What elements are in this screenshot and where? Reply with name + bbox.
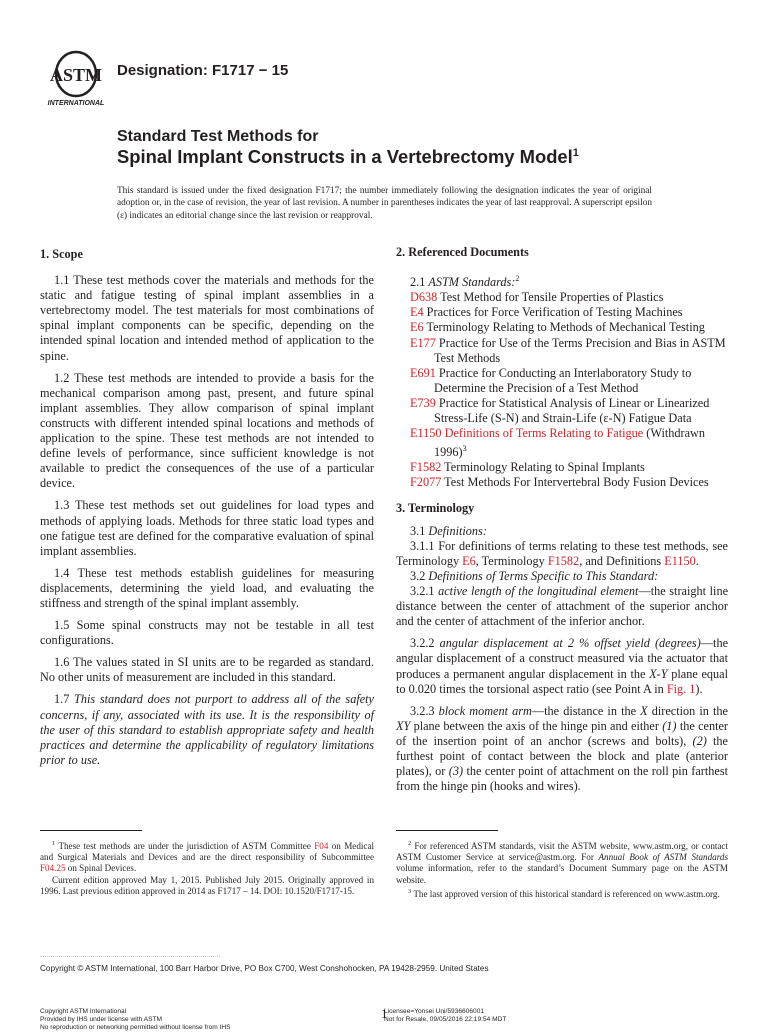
text: The last approved version of this historical standard is referenced on www.astm.org. xyxy=(411,888,720,899)
ref-item-e691 xyxy=(410,366,728,396)
text: (2) xyxy=(692,733,707,748)
ref-item-d638 xyxy=(410,290,728,305)
ref-code-link[interactable]: E691 xyxy=(410,365,436,380)
license-line: Provided by IHS under license with ASTM xyxy=(40,1016,163,1024)
text: —the distance in the xyxy=(531,703,641,718)
logo-subtext: INTERNATIONAL xyxy=(47,100,105,107)
text: , Terminology xyxy=(475,553,548,568)
license-line: Copyright ASTM International xyxy=(40,1008,127,1015)
ref-code-link[interactable]: E4 xyxy=(410,305,424,320)
ref-item-e177 xyxy=(410,336,728,366)
term: block moment arm xyxy=(438,703,532,718)
ref-code-link[interactable]: E6 xyxy=(410,320,424,335)
ref-title: Practice for Conducting an Interlaboratory Study to Determine the Precision of a Test Method xyxy=(434,365,692,395)
text: —the straight line distance between the center of attachment of the superior anchor and the center of attachment of the inferior anchor. xyxy=(396,584,729,629)
ref-code-link[interactable]: D638 xyxy=(410,290,438,305)
title-line-2 xyxy=(117,146,579,168)
term: angular displacement at 2 % offset yield (degrees) xyxy=(439,636,701,651)
ref-item-f2077 xyxy=(410,475,728,490)
footnote-divider-left xyxy=(40,830,142,831)
text: Annual Book of ASTM Standards xyxy=(598,852,728,863)
definition-3-1-1 xyxy=(396,539,728,569)
scope-1-7-number: 1.7 xyxy=(54,692,70,707)
ref-footnote-mark: 3 xyxy=(462,444,467,454)
text: X-Y xyxy=(649,666,668,681)
left-column xyxy=(40,247,374,775)
logo-text: ASTM xyxy=(49,65,103,85)
footnote-3 xyxy=(396,886,728,900)
text: —the angular displacement of a construct measured via the actuator that produces a permanent angular displacement in the xyxy=(396,636,729,681)
issuance-notice: This standard is issued under the fixed designation F1717; the number immediately following the designation indicates the year of original adoption or, in the case of revision, the year of last revision. A number in parentheses indicates the year of last reapproval. A superscript epsilon (ε) indicates an editorial change since the last revision or reapproval. xyxy=(117,186,652,221)
text: on Medical and Surgical Materials and Devices and are the direct responsibility of Subcommittee xyxy=(40,841,375,863)
page-number: 1 xyxy=(381,1006,388,1021)
terminology-heading: 3. Terminology xyxy=(396,500,475,515)
text: 3.2.2 xyxy=(410,636,435,651)
footnote-1 xyxy=(40,838,374,875)
ref-withdrawn-note: (Withdrawn 1996) xyxy=(434,426,705,460)
ref-title: Test Method for Tensile Properties of Plastics xyxy=(440,290,664,305)
text: , and Definitions xyxy=(579,553,665,568)
text: 3.2.3 xyxy=(410,703,435,718)
references-heading: 2. Referenced Documents xyxy=(396,245,529,259)
scope-1-1: 1.1 These test methods cover the materials and methods for the static and fatigue testing of spinal implant assemblies in a vertebrectomy model. The test materials for most combinations of spinal implant components can be specific, depending on the intended spinal location and intended method of application to the spine. xyxy=(40,273,374,363)
footnote-mark: 2 xyxy=(408,840,412,847)
title-text: Spinal Implant Constructs in a Vertebrectomy Model xyxy=(117,146,573,167)
text: (1) xyxy=(662,718,677,733)
scope-1-3: 1.3 These test methods set out guidelines for load types and methods of applying loads. Methods for three static load types and one fatigue test are defined for the comparative evaluation of spinal implant assemblies. xyxy=(40,498,374,558)
license-line: Licensee=Yonsei Uni/5936606001 xyxy=(384,1008,485,1015)
text: These test methods are under the jurisdiction of ASTM Committee xyxy=(55,841,315,852)
definition-3-2-1 xyxy=(396,584,728,629)
figure-link[interactable]: Fig. 1 xyxy=(666,681,696,696)
scope-1-7 xyxy=(40,692,374,767)
copyright-line: Copyright © ASTM International, 100 Barr Harbor Drive, PO Box C700, West Conshohocken, PA 19428-2959. United States xyxy=(40,964,489,973)
scope-heading: 1. Scope xyxy=(40,247,83,261)
title-footnote-mark: 1 xyxy=(572,146,579,159)
text: (3) xyxy=(448,764,464,779)
right-column xyxy=(396,245,728,801)
astm-logo xyxy=(40,50,112,108)
license-line: Not for Resale, 09/05/2016 22:19:54 MDT xyxy=(384,1016,507,1024)
ref-title: Terminology Relating to Methods of Mechanical Testing xyxy=(426,320,705,335)
ref-item-f1582 xyxy=(410,460,728,475)
title-line-1: Standard Test Methods for xyxy=(117,128,319,145)
ref-item-e1150 xyxy=(410,426,728,460)
ref-subsection-footnote: 2 xyxy=(515,274,520,284)
f0425-link[interactable]: F04.25 xyxy=(40,863,66,874)
license-line: No reproduction or networking permitted without license from IHS xyxy=(40,1024,231,1032)
ref-subsection-label: ASTM Standards: xyxy=(428,275,516,290)
text: For referenced ASTM standards, visit the ASTM website, www.astm.org, or contact ASTM Customer Service at service@astm.org. For xyxy=(396,841,728,863)
definition-3-2-3 xyxy=(396,704,728,795)
scope-1-2: 1.2 These test methods are intended to provide a basis for the mechanical comparison among past, present, and future spinal implant assemblies. They allow comparison of spinal implant constructs with different intended spinal locations and methods of application to the spine. These test methods are not intended to define levels of performance, since sufficient knowledge is not available to predict the consequences of the use of a particular device. xyxy=(40,370,374,491)
footnote-1-edition: Current edition approved May 1, 2015. Published July 2015. Originally approved in 1996. Last previous edition approved in 2014 as F1717 – 14. DOI: 10.1520/F1717-15. xyxy=(40,874,374,896)
text: 3.2.1 xyxy=(410,584,435,599)
scope-1-5: 1.5 Some spinal constructs may not be testable in all test configurations. xyxy=(40,618,374,648)
text: the center point of attachment on the roll pin farthest from the hinge pin (hooks and wires). xyxy=(396,764,728,794)
term: active length of the longitudinal element xyxy=(438,584,639,599)
license-notice-right xyxy=(384,1008,506,1024)
text: on Spinal Devices. xyxy=(65,863,137,874)
ref-code-link[interactable]: F1582 xyxy=(410,460,442,475)
text: . xyxy=(695,553,699,568)
footnotes-right xyxy=(396,838,728,900)
f1582-link[interactable]: F1582 xyxy=(547,553,580,568)
ref-code-link[interactable]: E1150 xyxy=(410,426,442,441)
ref-code-link[interactable]: E739 xyxy=(410,395,436,410)
definitions-number: 3.1 xyxy=(410,523,426,538)
ref-code-link[interactable]: F2077 xyxy=(410,475,442,490)
text: 3.1.1 For definitions of terms relating to these test methods, see Terminology xyxy=(396,538,728,568)
footnote-mark: 3 xyxy=(408,887,412,895)
text: direction in the xyxy=(647,703,728,718)
text: X xyxy=(640,703,648,718)
definitions-title: Definitions: xyxy=(428,523,487,538)
ref-subsection-number: 2.1 xyxy=(410,275,426,290)
ref-title: Practices for Force Verification of Testing Machines xyxy=(426,305,683,320)
e1150-link[interactable]: E1150 xyxy=(664,553,696,568)
ref-code-link[interactable]: E177 xyxy=(410,335,436,350)
f04-link[interactable]: F04 xyxy=(314,841,329,852)
text: plane equal to 0.020 times the torsional aspect ratio (see Point A in xyxy=(396,666,728,696)
scope-1-4: 1.4 These test methods establish guidelines for measuring displacements, determining the yield load, and evaluating the stiffness and strength of the spinal implant assembly. xyxy=(40,565,374,610)
designation: Designation: F1717 − 15 xyxy=(117,62,289,79)
footnote-2 xyxy=(396,838,728,886)
ref-title: Definitions of Terms Relating to Fatigue xyxy=(444,426,644,441)
text: XY xyxy=(396,718,411,733)
e6-link[interactable]: E6 xyxy=(462,553,476,568)
specific-definitions-number: 3.2 xyxy=(410,568,426,583)
text: the furthest point of contact between the block and plate (anterior plates), or xyxy=(396,733,728,779)
ref-title: Terminology Relating to Spinal Implants xyxy=(444,460,645,475)
footnote-divider-right xyxy=(396,830,498,831)
astm-standards-label xyxy=(410,271,728,290)
ref-item-e6 xyxy=(410,320,728,335)
ref-item-e739 xyxy=(410,396,728,426)
footnotes-left xyxy=(40,838,374,897)
text: the center of the insertion point of an anchor (screws and bolts), xyxy=(396,718,728,748)
ref-item-e4 xyxy=(410,305,728,320)
text: volume information, refer to the standard’s Document Summary page on the ASTM website. xyxy=(396,863,728,885)
faint-rule xyxy=(40,956,220,959)
specific-definitions-title: Definitions of Terms Specific to This Standard: xyxy=(428,568,659,583)
scope-1-7-text: This standard does not purport to address all of the safety concerns, if any, associated with its use. It is the responsibility of the user of this standard to establish appropriate safety and health practices and determine the applicability of regulatory limitations prior to use. xyxy=(40,692,374,767)
license-notice-left xyxy=(40,1008,231,1032)
text: plane between the axis of the hinge pin and either xyxy=(410,718,663,733)
definition-3-2-2 xyxy=(396,636,728,696)
definitions-label xyxy=(410,524,728,539)
ref-title: Practice for Use of the Terms Precision and Bias in ASTM Test Methods xyxy=(434,335,726,365)
ref-title: Practice for Statistical Analysis of Linear or Linearized Stress-Life (S-N) and Strain-Life (ε-N) Fatigue Data xyxy=(434,395,710,426)
specific-definitions-label xyxy=(410,569,728,584)
footnote-mark: 1 xyxy=(52,840,56,847)
text: ). xyxy=(695,681,703,696)
ref-title: Test Methods For Intervertebral Body Fusion Devices xyxy=(444,475,709,490)
scope-1-6: 1.6 The values stated in SI units are to be regarded as standard. No other units of measurement are included in this standard. xyxy=(40,655,374,685)
